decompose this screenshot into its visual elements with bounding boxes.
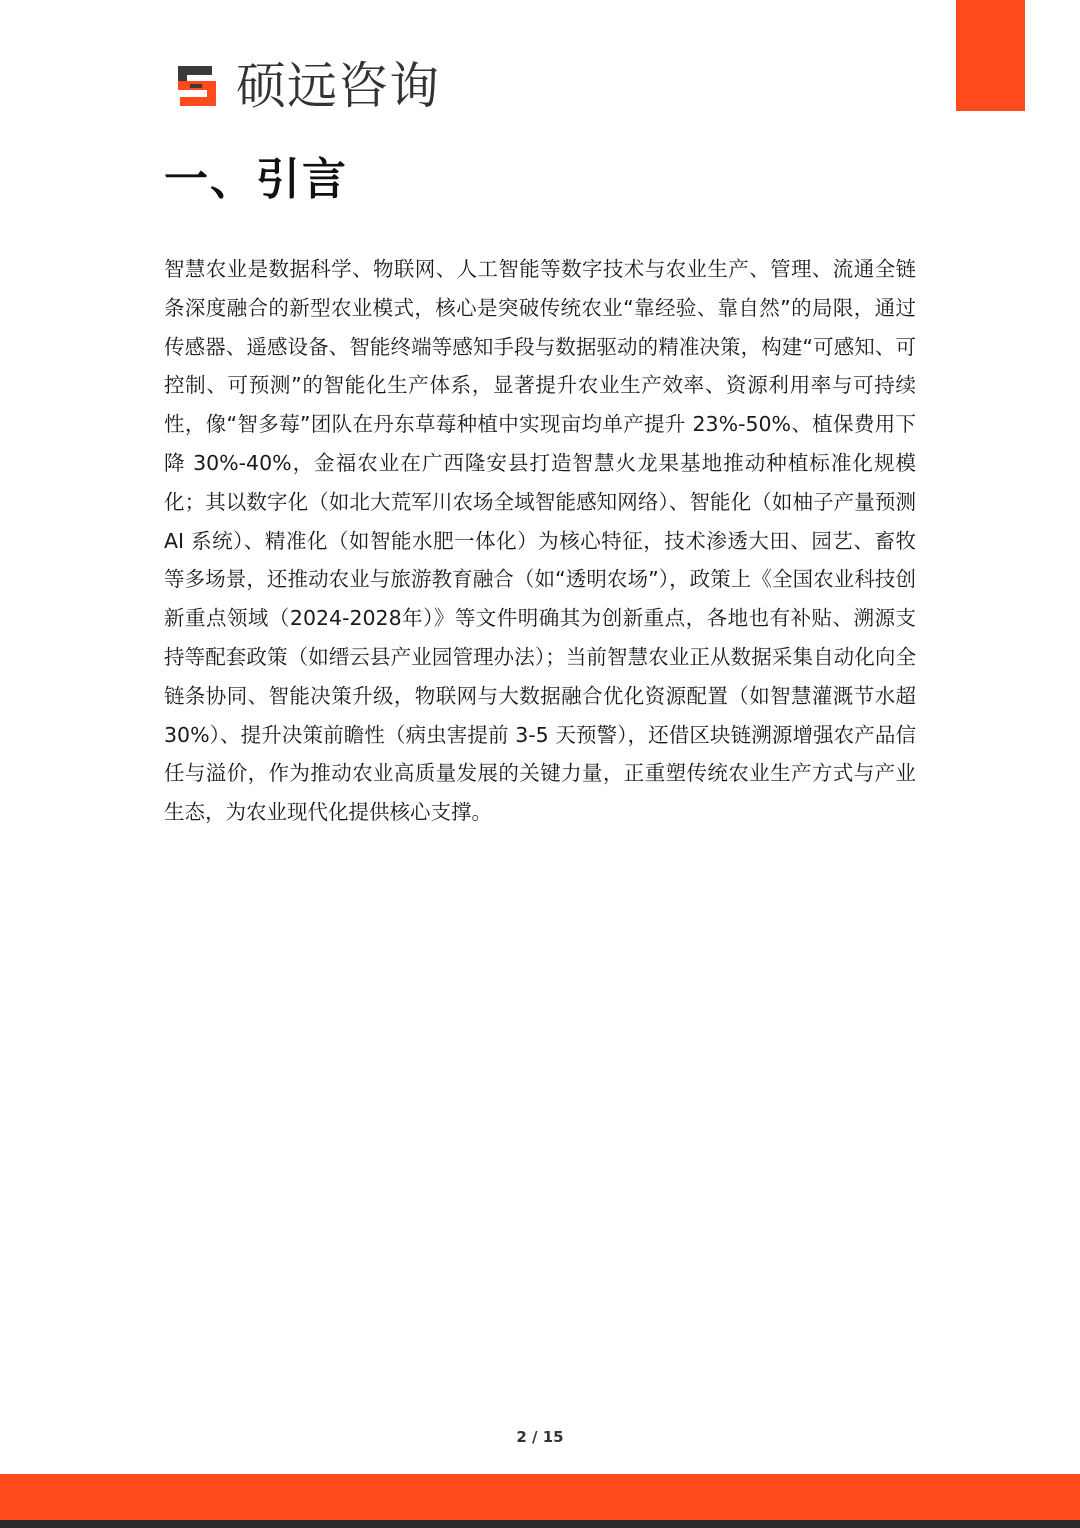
- footer-accent-bar: [0, 1474, 1080, 1520]
- logo-text: 硕远咨询: [236, 57, 440, 115]
- section-title: 一、引言: [164, 154, 348, 205]
- intro-paragraph: 智慧农业是数据科学、物联网、人工智能等数字技术与农业生产、管理、流通全链条深度融合的新型农业模式，核心是突破传统农业“靠经验、靠自然”的局限，通过传感器、遥感设备、智能终端等感知手段与数据驱动的精准决策，构建“可感知、可控制、可预测”的智能化生产体系，显著提升农业生产效率、资源利用率与可持续性，像“智多莓”团队在丹东草莓种植中实现亩均单产提升 23%-50%、植保费用下降 30%-40%，金福农业在广西隆安县打造智慧火龙果基地推动种植标准化规模化；其以数字化（如北大荒军川农场全域智能感知网络）、智能化（如柚子产量预测 AI 系统）、精准化（如智能水肥一体化）为核心特征，技术渗透大田、园艺、畜牧等多场景，还推动农业与旅游教育融合（如“透明农场”），政策上《全国农业科技创新重点领域（2024-2028年）》等文件明确其为创新重点，各地也有补贴、溯源支持等配套政策（如缙云县产业园管理办法）；当前智慧农业正从数据采集自动化向全链条协同、智能决策升级，物联网与大数据融合优化资源配置（如智慧灌溉节水超 30%）、提升决策前瞻性（病虫害提前 3-5 天预警），还借区块链溯源增强农产品信任与溢价，作为推动农业高质量发展的关键力量，正重塑传统农业生产方式与产业生态，为农业现代化提供核心支撑。: [164, 257, 916, 825]
- logo-mark-icon: [176, 62, 226, 110]
- footer-dark-strip: [0, 1520, 1080, 1528]
- brand-logo: [176, 58, 440, 114]
- top-accent-block: [956, 0, 1025, 111]
- page-number: 2 / 15: [516, 1428, 564, 1446]
